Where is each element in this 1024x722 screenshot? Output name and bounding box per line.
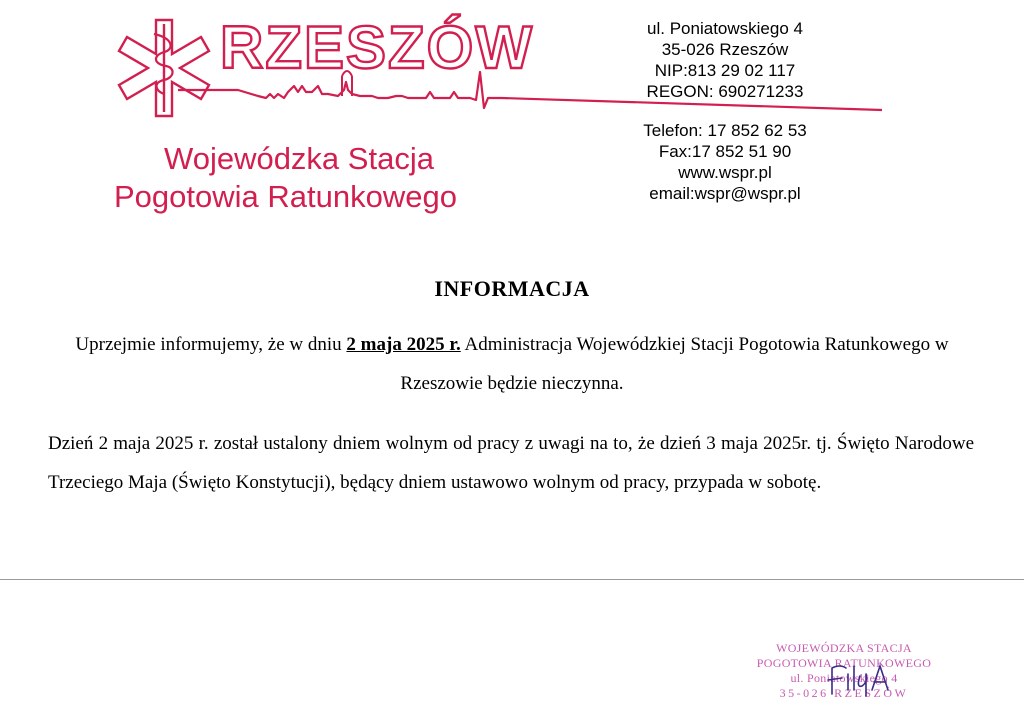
org-name-line2: Pogotowia Ratunkowego bbox=[114, 179, 457, 214]
contact-street: ul. Poniatowskiego 4 bbox=[647, 19, 803, 38]
contact-phone: Telefon: 17 852 62 53 bbox=[643, 121, 807, 140]
stamp-line1: WOJEWÓDZKA STACJA bbox=[776, 641, 912, 655]
contact-city: 35-026 Rzeszów bbox=[661, 40, 789, 59]
contact-nip: NIP:813 29 02 117 bbox=[654, 61, 796, 80]
stamp-line3: ul. Poniatowskiego 4 bbox=[790, 671, 898, 685]
contact-email: email:wspr@wspr.pl bbox=[649, 184, 801, 203]
stamp-line4: 35-026 RZESZÓW bbox=[779, 686, 909, 700]
contact-fax: Fax:17 852 51 90 bbox=[658, 142, 792, 161]
contact-block bbox=[590, 18, 860, 204]
contact-regon: REGON: 690271233 bbox=[646, 82, 804, 101]
document-title: INFORMACJA bbox=[434, 276, 590, 301]
organization-name bbox=[114, 140, 554, 216]
divider-line bbox=[0, 579, 1024, 580]
handwritten-signature bbox=[826, 660, 896, 700]
para1-rest: Administracja Wojewódzkiej Stacji Pogotowia Ratunkowego w Rzeszowie będzie nieczynna. bbox=[400, 334, 949, 394]
closure-date: 2 maja 2025 r. bbox=[346, 334, 461, 355]
para1-intro: Uprzejmie informujemy, że w dniu bbox=[75, 334, 342, 355]
explanation-paragraph: Dzień 2 maja 2025 r. został ustalony dniem wolnym od pracy z uwagi na to, że dzień 3 maja 2025r. tj. Święto Narodowe Trzeciego Maja (Święto Konstytucji), będący dniem ustawowo wolnym od pracy, przypada w sobotę. bbox=[48, 433, 974, 493]
stamp-line2: POGOTOWIA RATUNKOWEGO bbox=[756, 656, 932, 670]
contact-website: www.wspr.pl bbox=[678, 163, 772, 182]
logo-wordmark: RZESZÓW bbox=[220, 14, 534, 81]
org-name-line1: Wojewódzka Stacja bbox=[164, 141, 434, 176]
announcement-paragraph bbox=[60, 325, 964, 403]
